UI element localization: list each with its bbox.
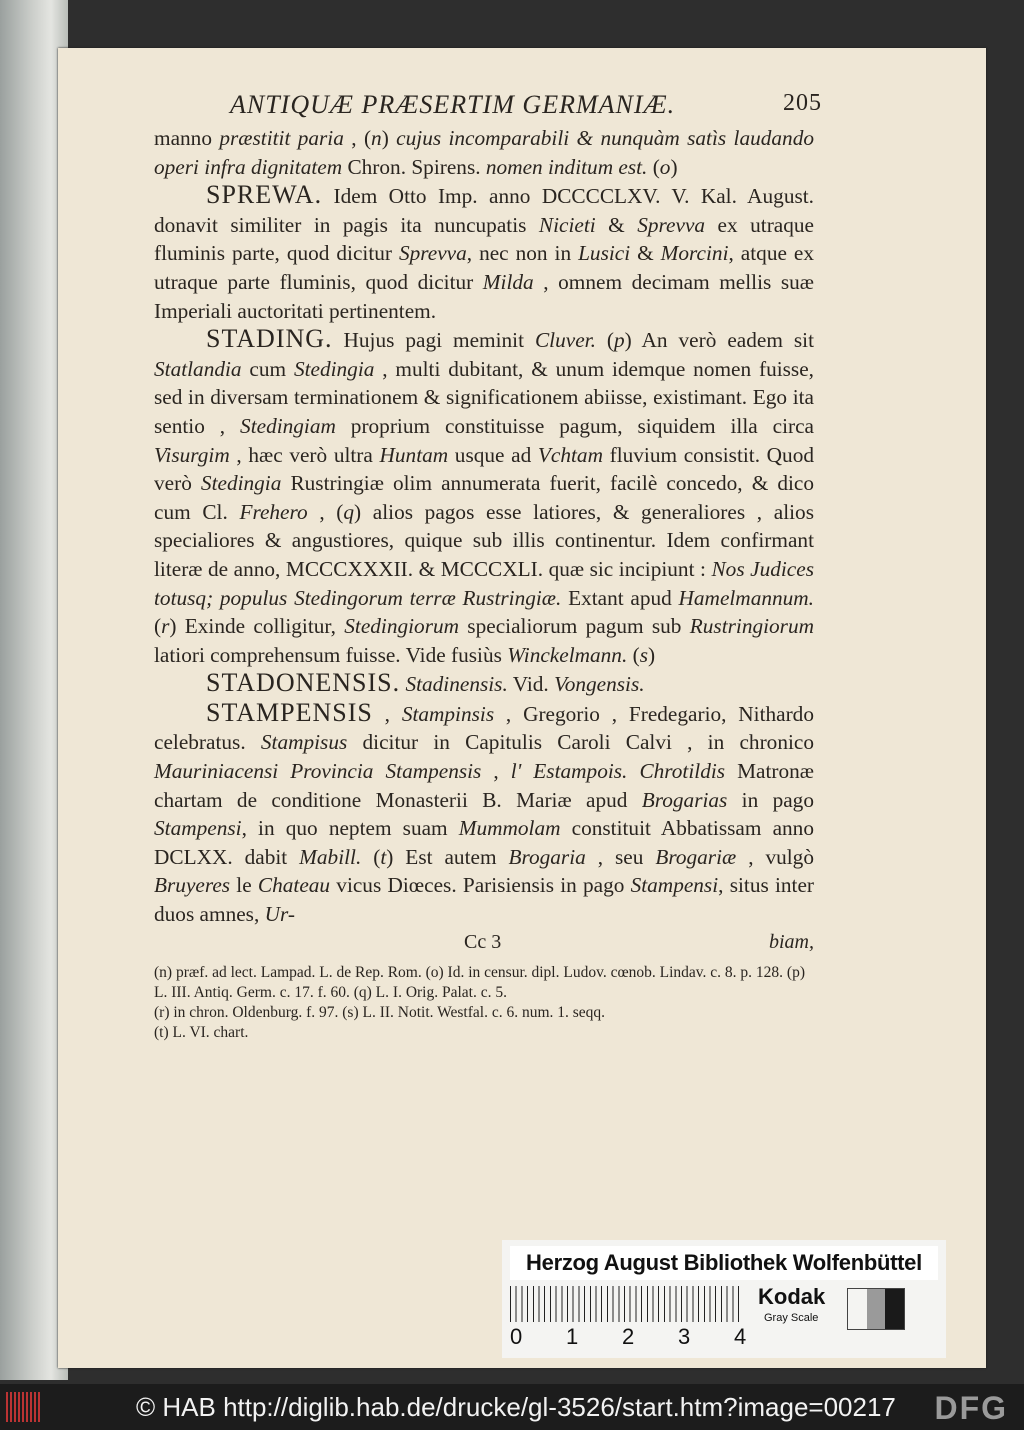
italic-text: Lusici (578, 241, 631, 266)
italic-text: Rustringiorum (689, 614, 814, 639)
barcode-icon (6, 1392, 40, 1422)
text-run: ( (595, 328, 614, 353)
ruler-number: 3 (678, 1324, 691, 1349)
text-run: ( (361, 844, 381, 869)
library-name: Herzog August Bibliothek Wolfenbüttel (510, 1246, 938, 1280)
text-run: manno (154, 126, 220, 150)
text-run: ) (381, 126, 397, 150)
text-run: usque ad (448, 442, 538, 467)
text-run: fluvium consistit. Quod verò (154, 442, 814, 496)
text-run: Idem Otto Imp. anno DCCCCLXV. V. Kal. August. donavit similiter in pagis ita nuncupatis (154, 184, 814, 237)
italic-text: præstitit paria (219, 126, 344, 150)
text-run: , (481, 759, 511, 784)
ruler-number: 4 (734, 1324, 747, 1349)
italic-text: q (343, 499, 355, 524)
italic-text: Bruyeres (154, 873, 231, 898)
italic-text: Hamelmannum. (678, 585, 814, 610)
text-run: ( (647, 154, 660, 179)
text-run: , Gregorio , Fredegario, Nithardo celebratus. (154, 701, 814, 755)
text-run: cum (241, 356, 294, 381)
footnotes (154, 963, 814, 1043)
footer-bar (0, 1384, 1024, 1430)
italic-text: o (659, 154, 671, 179)
text-run: , seu (585, 844, 656, 869)
text-run: , hæc verò ultra (229, 442, 380, 467)
footnote: (n) præf. ad lect. Lampad. L. de Rep. Rom. (o) Id. in censur. dipl. Ludov. cœnob. Lindav. c. 8. p. 128. (p) L. III. Antiq. Germ. c. 17. f. 60. (q) L. I. Orig. Palat. c. 5. (154, 963, 805, 1001)
page-body-text (154, 124, 814, 929)
italic-text: Chrotildis (639, 759, 726, 784)
text-run: & (595, 212, 638, 237)
italic-text: Frehero (239, 499, 308, 524)
italic-text: l' Estampois. (510, 759, 628, 784)
text-run: , omnem decimam mellis suæ Imperiali auctoritati pertinentem. (154, 269, 814, 323)
catchword: biam, (769, 930, 814, 953)
italic-text: Statlandia (154, 356, 242, 381)
entry-headword: STAMPENSIS (206, 697, 373, 727)
text-run: Rustringiæ olim annumerata fuerit, facilè concedo, & dico cum Cl. (154, 471, 814, 524)
text-run: ( (154, 614, 162, 639)
text-run: , situs inter duos amnes, (154, 873, 814, 927)
text-run: ) alios pagos esse latiores, & generaliores , alios specialiores & angustiores, quique sub illis continentur. Idem confirmant literæ de anno, MCCCXXXII. & MCCCXLI. quæ sic incipiunt : (154, 499, 814, 581)
text-run: in pago (727, 787, 814, 812)
ruler-number: 1 (566, 1324, 579, 1349)
paragraph (154, 699, 814, 929)
entry-headword: SPREWA. (206, 180, 323, 210)
ruler-number: 0 (510, 1324, 523, 1349)
gray-scale-label: Gray Scale (764, 1312, 819, 1324)
entry-headword: STADING. (206, 324, 333, 354)
footer-copyright-url: © HAB http://diglib.hab.de/drucke/gl-3526/start.htm?image=00217 (136, 1392, 896, 1422)
entry-headword: STADONENSIS. (206, 668, 401, 698)
gray-scale-swatch (847, 1288, 905, 1330)
text-run: Chron. Spirens. (342, 154, 486, 179)
italic-text: Stedingia (293, 356, 375, 381)
italic-text: r (161, 614, 170, 639)
italic-text: Vchtam (537, 442, 603, 467)
text-run (627, 759, 639, 783)
italic-text: Stedingia (200, 471, 282, 496)
italic-text: Stampensi (154, 816, 242, 841)
text-run: Vid. (507, 672, 555, 697)
text-run: & (630, 241, 661, 266)
text-run: le (230, 873, 258, 898)
italic-text: Milda (482, 269, 534, 294)
text-run: latiori comprehensum fuisse. Vide fusiùs (154, 642, 508, 667)
italic-text: cujus incomparabili & nunquàm satìs laudando operi infra dignitatem (154, 126, 814, 179)
gray-patch (848, 1289, 867, 1329)
text-run: , ( (343, 126, 372, 150)
italic-text: Mabill. (299, 844, 362, 869)
text-run: vicus Diœces. Parisiensis in pago (330, 873, 631, 898)
italic-text: Sprevva (398, 241, 467, 266)
text-run: constituit Abbatissam anno DCLXX. dabit (154, 816, 814, 869)
italic-text: Huntam (379, 442, 449, 467)
signature-line (154, 931, 814, 959)
italic-text: Mummolam (458, 816, 561, 841)
italic-text: Sprevva (637, 212, 706, 237)
italic-text: Stedingiorum (344, 614, 460, 639)
italic-text: Nos Judices totusq; populus Stedingorum terræ Rustringiæ. (154, 556, 814, 610)
italic-text: Visurgim (154, 442, 230, 467)
italic-text: Cluver. (534, 328, 596, 353)
text-run: ) (648, 642, 656, 667)
italic-text: Stadinensis. (405, 672, 508, 697)
text-run: , multi dubitant, & unum idemque nomen fuisse, sed in diversam terminationem & significationem abiisse, existimant. Ego ita sentio , (154, 356, 814, 438)
text-run: , in quo neptem suam (241, 816, 459, 841)
color-target-card (502, 1240, 946, 1358)
paragraph (154, 669, 814, 699)
italic-text: Vongensis. (554, 672, 645, 697)
running-head-title: ANTIQUÆ PRÆSERTIM GERMANIÆ. (230, 90, 676, 119)
italic-text: Ur- (264, 902, 295, 927)
paragraph (154, 325, 814, 669)
book-page (58, 48, 986, 1368)
text-run: ( (627, 642, 640, 667)
text-run: specialiorum pagum sub (459, 614, 690, 639)
italic-text: Stampisus (260, 730, 348, 755)
italic-text: Stampinsis (401, 701, 495, 726)
italic-text: Brogarias (641, 787, 728, 812)
text-run: ) Exinde colligitur, (169, 614, 345, 639)
text-run: , ( (307, 499, 344, 524)
italic-text: Winckelmann. (507, 642, 628, 667)
paragraph (154, 181, 814, 325)
italic-text: Brogaria (508, 844, 586, 869)
italic-text: t (380, 844, 387, 869)
italic-text: Stampensi (630, 873, 719, 898)
italic-text: Brogariæ (655, 844, 737, 869)
italic-text: s (639, 642, 648, 667)
footnote: (t) L. VI. chart. (154, 1023, 249, 1041)
page-content (154, 90, 822, 1043)
italic-text: p (613, 328, 625, 353)
italic-text: Mauriniacensi Provincia Stampensis (154, 759, 482, 784)
text-run: ex utraque fluminis parte, quod dicitur (154, 212, 815, 266)
italic-text: nomen inditum est. (485, 154, 648, 179)
text-run: , nec non in (466, 241, 579, 266)
text-run: ) An verò eadem sit (624, 328, 815, 353)
italic-text: n (371, 126, 382, 150)
ruler-number: 2 (622, 1324, 635, 1349)
kodak-logo: Kodak (758, 1284, 826, 1309)
text-run: dicitur in Capitulis Caroli Calvi , in chronico (347, 730, 814, 755)
text-run: ) (670, 154, 678, 179)
text-run: Hujus pagi meminit (332, 328, 535, 353)
page-number: 205 (783, 90, 822, 116)
gray-patch (885, 1289, 904, 1329)
italic-text: Chateau (257, 873, 331, 898)
text-run: ) Est autem (386, 844, 509, 869)
italic-text: Morcini (660, 241, 729, 266)
text-run: , vulgò (736, 844, 814, 869)
footnote: (r) in chron. Oldenburg. f. 97. (s) L. II. Notit. Westfal. c. 6. num. 1. seqq. (154, 1003, 606, 1021)
gray-patch (867, 1289, 886, 1329)
paragraph (154, 124, 814, 181)
text-run: Matronæ chartam de conditione Monasterii B. Mariæ apud (154, 759, 814, 812)
text-run: Extant apud (561, 585, 679, 610)
scale-ruler (510, 1286, 747, 1352)
signature-mark: Cc 3 (464, 930, 502, 953)
text-run: , atque ex utraque parte fluminis, quod dicitur (154, 241, 814, 294)
dfg-logo: DFG (934, 1390, 1008, 1426)
ruler-ticks (510, 1286, 740, 1322)
text-run: proprium constituisse pagum, siquidem illa circa (335, 413, 814, 438)
italic-text: Stedingiam (240, 413, 336, 438)
italic-text: Nicieti (538, 212, 596, 237)
running-head (154, 90, 822, 124)
text-run: , (372, 701, 402, 726)
